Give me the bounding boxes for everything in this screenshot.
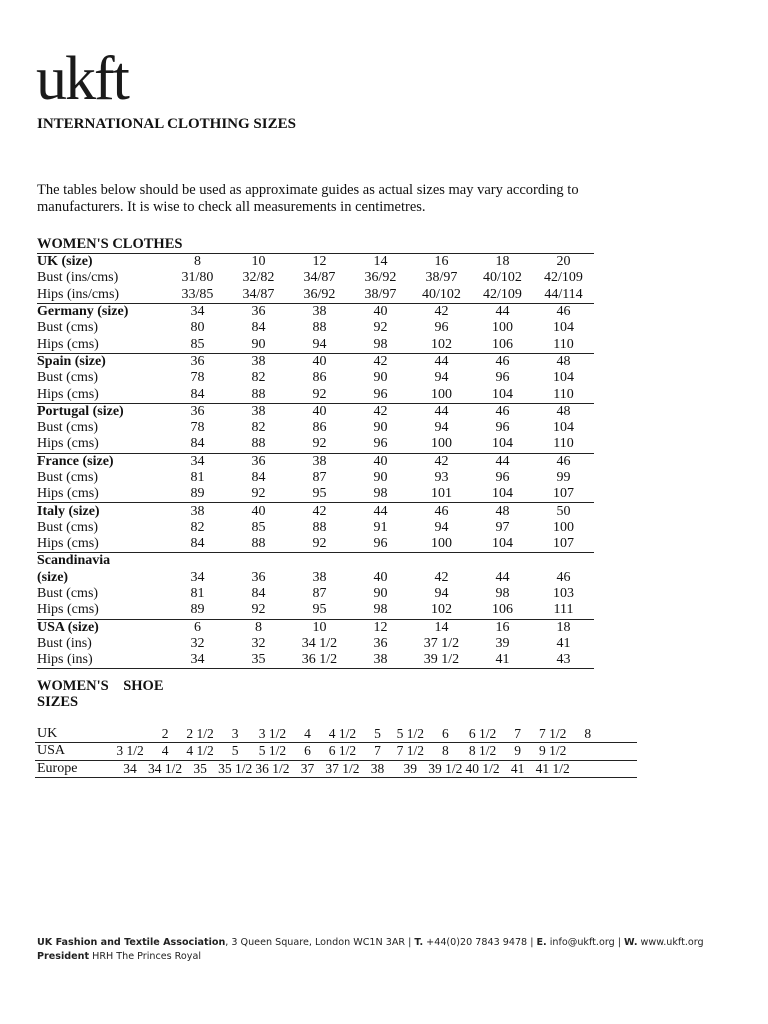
size-cell: 44/114 [544, 286, 583, 302]
size-cell: 38/97 [364, 286, 397, 302]
size-cell: 38 [228, 353, 289, 370]
size-cell: 84 [190, 436, 205, 452]
shoe-cell [114, 726, 147, 743]
shoe-cell: 34 [114, 760, 147, 777]
size-cell: 41 [556, 635, 571, 651]
size-cell: 86 [312, 420, 327, 436]
size-cell: 92 [373, 320, 388, 336]
size-cell: 46 [556, 569, 571, 585]
shoe-cell: 40 1/2 [465, 760, 500, 776]
size-cell: 18 [472, 254, 533, 271]
size-cell: 100 [492, 320, 513, 336]
size-cell [533, 553, 594, 570]
size-cell: 89 [190, 602, 205, 618]
size-cell: 110 [553, 336, 574, 352]
shoe-cell: 6 [291, 743, 324, 760]
size-cell: 16 [472, 619, 533, 636]
size-row [37, 320, 594, 336]
size-cell: 84 [190, 386, 205, 402]
size-cell: 46 [411, 503, 472, 520]
row-label: Bust (cms) [37, 586, 99, 602]
size-cell: 90 [373, 586, 388, 602]
size-cell: 44 [350, 503, 411, 520]
size-cell: 103 [553, 586, 574, 602]
row-label: Spain (size) [37, 353, 167, 370]
size-row [37, 270, 594, 286]
size-cell: 110 [553, 386, 574, 402]
size-cell: 38/97 [425, 270, 458, 286]
size-row [37, 336, 594, 353]
size-cell: 40 [289, 403, 350, 420]
size-row [37, 586, 594, 602]
size-cell: 92 [251, 602, 266, 618]
row-label: Portugal (size) [37, 403, 167, 420]
row-label: Hips (cms) [37, 436, 99, 452]
size-cell: 107 [553, 536, 574, 552]
footer-t-label: T. [414, 937, 424, 948]
size-cell: 86 [312, 370, 327, 386]
size-cell: 44 [472, 303, 533, 320]
size-cell: 34 [167, 652, 228, 669]
size-cell: 6 [167, 619, 228, 636]
shoe-cell [571, 760, 604, 777]
row-label: Hips (cms) [37, 602, 99, 618]
row-label: Hips (cms) [37, 336, 99, 352]
size-cell: 36/92 [303, 286, 336, 302]
size-cell: 96 [495, 470, 510, 485]
shoe-cell [571, 743, 604, 760]
size-cell: 111 [553, 602, 574, 618]
size-cell: 78 [190, 420, 205, 436]
size-cell: 36 [228, 303, 289, 320]
footer-contact-line [37, 936, 704, 950]
shoe-cell: 8 [571, 726, 604, 743]
size-cell: 90 [373, 420, 388, 436]
womens-shoe-table [35, 726, 637, 778]
size-row [37, 602, 594, 619]
size-cell: 96 [495, 370, 510, 386]
shoe-row [35, 743, 637, 760]
size-cell: 98 [373, 602, 388, 618]
row-label: Bust (cms) [37, 320, 99, 336]
size-cell: 84 [251, 470, 266, 485]
size-cell: 90 [373, 470, 388, 485]
size-cell [289, 553, 350, 570]
size-cell: 41 [472, 652, 533, 669]
row-label: Bust (cms) [37, 519, 99, 535]
size-cell: 43 [533, 652, 594, 669]
shoe-cell: 8 1/2 [464, 743, 501, 760]
size-cell: 89 [190, 486, 205, 502]
size-cell: 18 [533, 619, 594, 636]
size-cell: 94 [434, 519, 449, 535]
size-cell: 38 [350, 652, 411, 669]
size-cell: 90 [251, 336, 266, 352]
shoe-cell: 7 [361, 743, 394, 760]
size-cell: 104 [492, 386, 513, 402]
size-cell: 101 [431, 486, 452, 502]
size-row [37, 636, 594, 652]
shoe-cell: 8 [427, 743, 464, 760]
shoe-cell: 37 1/2 [325, 760, 360, 776]
size-cell: 94 [434, 586, 449, 602]
size-cell: 14 [411, 619, 472, 636]
size-cell: 10 [289, 619, 350, 636]
footer-address: , 3 Queen Square, London WC1N 3AR | [225, 937, 415, 948]
footer [37, 936, 704, 964]
size-cell: 95 [312, 602, 327, 618]
size-cell: 84 [251, 320, 266, 336]
size-cell: 38 [228, 403, 289, 420]
size-cell: 42 [411, 303, 472, 320]
size-cell: 16 [411, 254, 472, 271]
size-row [37, 486, 594, 503]
size-row [37, 370, 594, 386]
size-cell: 94 [434, 420, 449, 436]
size-cell: 88 [312, 320, 327, 336]
size-cell: 94 [434, 370, 449, 386]
size-row [37, 386, 594, 403]
shoe-cell: 4 [291, 726, 324, 743]
size-cell: 32 [190, 635, 205, 651]
shoe-cell: 3 [216, 726, 253, 743]
size-cell: 40/102 [422, 286, 461, 302]
size-cell: 46 [533, 303, 594, 320]
size-cell: 100 [431, 436, 452, 452]
size-row [37, 470, 594, 486]
womens-shoe-heading [37, 678, 164, 710]
size-cell: 20 [533, 254, 594, 271]
size-row [37, 652, 594, 669]
size-cell: 100 [431, 386, 452, 402]
size-cell: 38 [312, 569, 327, 585]
size-row [37, 520, 594, 536]
size-cell: 36 1/2 [289, 652, 350, 669]
size-cell: 82 [251, 420, 266, 436]
size-cell: 100 [431, 536, 452, 552]
size-cell: 42/109 [483, 286, 522, 302]
shoe-cell [604, 760, 637, 777]
row-label: Hips (cms) [37, 536, 99, 552]
size-row [37, 403, 594, 420]
size-cell: 84 [251, 586, 266, 602]
size-cell: 40 [373, 569, 388, 585]
size-cell: 12 [350, 619, 411, 636]
row-label: Bust (ins) [37, 635, 92, 651]
size-cell: 96 [373, 386, 388, 402]
size-row [37, 503, 594, 520]
size-cell: 97 [495, 519, 510, 535]
shoe-cell: 7 1/2 [394, 743, 427, 760]
size-cell: 32 [251, 635, 266, 651]
size-cell: 98 [495, 586, 510, 602]
size-cell: 96 [373, 536, 388, 552]
size-cell: 84 [190, 536, 205, 552]
size-cell: 87 [312, 470, 327, 485]
size-cell: 106 [492, 602, 513, 618]
size-cell: 44 [411, 353, 472, 370]
size-cell: 40 [228, 503, 289, 520]
shoe-cell: 35 [184, 760, 217, 777]
size-row [37, 570, 594, 586]
shoe-cell: 41 1/2 [535, 760, 570, 776]
row-label: Germany (size) [37, 303, 167, 320]
size-cell: 88 [312, 519, 327, 535]
shoe-cell: 39 [394, 760, 427, 777]
size-cell: 98 [373, 336, 388, 352]
shoe-cell: 35 1/2 [218, 760, 253, 776]
shoe-cell: 9 [501, 743, 534, 760]
size-row [37, 303, 594, 320]
womens-clothes-heading: WOMEN'S CLOTHES [37, 236, 183, 252]
shoe-row-label: USA [35, 743, 114, 760]
size-cell: 36 [251, 569, 266, 585]
size-cell [228, 553, 289, 570]
footer-email: info@ukft.org | [546, 937, 625, 948]
size-cell: 42 [350, 403, 411, 420]
row-label: UK (size) [37, 254, 167, 271]
footer-w-label: W. [624, 937, 638, 948]
size-cell: 96 [495, 420, 510, 436]
shoe-heading-line2: SIZES [37, 694, 79, 710]
shoe-cell: 37 [291, 760, 324, 777]
size-cell: 104 [553, 420, 574, 436]
size-cell: 34/87 [242, 286, 275, 302]
size-cell: 81 [190, 586, 205, 602]
size-cell: 102 [431, 336, 452, 352]
size-row [37, 436, 594, 453]
intro-paragraph: The tables below should be used as approximate guides as actual sizes may vary according to manufacturers. It is wise to check all measurements in centimetres. [37, 182, 579, 215]
shoe-row [35, 726, 637, 743]
size-row [37, 353, 594, 370]
size-cell: 104 [553, 370, 574, 386]
footer-web: www.ukft.org [637, 937, 704, 948]
size-cell: 82 [251, 370, 266, 386]
size-cell: 102 [431, 602, 452, 618]
row-label: Hips (cms) [37, 486, 99, 502]
size-cell: 44 [472, 453, 533, 470]
row-label: Italy (size) [37, 503, 167, 520]
size-cell: 40 [289, 353, 350, 370]
size-cell: 92 [312, 386, 327, 402]
shoe-cell: 3 1/2 [114, 743, 147, 760]
footer-phone: +44(0)20 7843 9478 | [423, 937, 537, 948]
size-cell: 95 [312, 486, 327, 502]
size-cell [411, 553, 472, 570]
row-label: Bust (ins/cms) [37, 270, 119, 286]
shoe-cell: 2 [146, 726, 183, 743]
shoe-cell: 3 1/2 [254, 726, 291, 743]
size-cell: 46 [472, 353, 533, 370]
size-cell: 34 1/2 [301, 635, 338, 651]
size-cell: 32/82 [242, 270, 275, 286]
size-cell: 42 [411, 453, 472, 470]
size-cell: 81 [190, 470, 205, 485]
size-cell: 98 [373, 486, 388, 502]
size-cell: 33/85 [181, 286, 214, 302]
size-cell: 36 [228, 453, 289, 470]
size-cell: 38 [289, 303, 350, 320]
size-cell: 39 [495, 635, 510, 651]
size-cell: 8 [228, 619, 289, 636]
size-cell: 34/87 [303, 270, 336, 286]
size-cell: 31/80 [181, 270, 214, 286]
size-cell: 104 [492, 536, 513, 552]
size-cell: 44 [495, 569, 510, 585]
row-label: Hips (ins) [37, 652, 167, 669]
shoe-row-label: UK [35, 726, 114, 743]
shoe-cell [604, 743, 637, 760]
size-cell: 10 [228, 254, 289, 271]
size-cell: 34 [167, 453, 228, 470]
footer-president-line [37, 950, 704, 964]
shoe-cell: 7 1/2 [534, 726, 571, 743]
shoe-cell [604, 726, 637, 743]
shoe-cell: 2 1/2 [184, 726, 217, 743]
shoe-cell: 6 [427, 726, 464, 743]
size-cell: 90 [373, 370, 388, 386]
footer-org: UK Fashion and Textile Association [37, 937, 226, 948]
womens-clothes-table [37, 253, 594, 669]
size-cell: 93 [434, 470, 449, 485]
row-label: Bust (cms) [37, 420, 99, 436]
size-cell: 36 [167, 353, 228, 370]
size-cell: 82 [190, 519, 205, 535]
size-cell: 40 [350, 303, 411, 320]
size-cell: 12 [289, 254, 350, 271]
size-cell: 91 [373, 519, 388, 535]
size-cell: 38 [289, 453, 350, 470]
row-label: Hips (cms) [37, 386, 99, 402]
shoe-cell: 5 1/2 [394, 726, 427, 743]
shoe-cell: 7 [501, 726, 534, 743]
size-cell: 110 [553, 436, 574, 452]
size-row [37, 287, 594, 304]
size-cell: 85 [190, 336, 205, 352]
shoe-cell: 5 [361, 726, 394, 743]
shoe-cell: 6 1/2 [324, 743, 361, 760]
footer-president-label: President [37, 951, 90, 962]
shoe-cell: 4 [146, 743, 183, 760]
size-cell: 42 [434, 569, 449, 585]
footer-e-label: E. [536, 937, 547, 948]
size-cell: 96 [373, 436, 388, 452]
size-cell: 8 [167, 254, 228, 271]
shoe-cell: 41 [501, 760, 534, 777]
size-cell: 88 [251, 386, 266, 402]
shoe-heading-line1: WOMEN'S SHOE [37, 678, 164, 694]
size-cell: 99 [556, 470, 571, 485]
size-row [37, 254, 594, 271]
size-row [37, 536, 594, 553]
size-cell: 85 [251, 519, 266, 535]
size-cell: 37 1/2 [423, 635, 460, 651]
size-cell: 34 [190, 569, 205, 585]
shoe-row [35, 760, 637, 777]
size-cell: 14 [350, 254, 411, 271]
size-cell: 100 [553, 519, 574, 535]
shoe-cell: 5 1/2 [254, 743, 291, 760]
size-cell [472, 553, 533, 570]
row-label: (size) [37, 569, 69, 585]
size-cell: 88 [251, 436, 266, 452]
size-cell: 94 [312, 336, 327, 352]
shoe-cell: 36 1/2 [255, 760, 290, 776]
shoe-row-label: Europe [35, 760, 114, 777]
shoe-cell: 4 1/2 [184, 743, 217, 760]
size-cell: 107 [553, 486, 574, 502]
size-cell: 88 [251, 536, 266, 552]
size-cell: 104 [492, 436, 513, 452]
size-cell: 96 [434, 320, 449, 336]
size-cell: 48 [533, 403, 594, 420]
size-cell: 38 [167, 503, 228, 520]
size-cell: 46 [472, 403, 533, 420]
size-cell: 80 [190, 320, 205, 336]
size-cell: 40 [350, 453, 411, 470]
size-cell: 46 [533, 453, 594, 470]
row-label: Hips (ins/cms) [37, 286, 120, 302]
size-cell: 87 [312, 586, 327, 602]
shoe-cell: 5 [216, 743, 253, 760]
size-row [37, 453, 594, 470]
size-cell: 78 [190, 370, 205, 386]
page-title: INTERNATIONAL CLOTHING SIZES [37, 116, 296, 132]
size-cell: 39 1/2 [411, 652, 472, 669]
size-cell: 48 [472, 503, 533, 520]
size-row [37, 420, 594, 436]
shoe-cell: 6 1/2 [464, 726, 501, 743]
size-cell: 42/109 [544, 270, 583, 286]
size-row [37, 619, 594, 636]
size-cell: 48 [533, 353, 594, 370]
size-cell: 104 [492, 486, 513, 502]
size-cell: 92 [251, 486, 266, 502]
shoe-cell: 34 1/2 [148, 760, 183, 776]
size-row [37, 553, 594, 570]
size-cell: 36 [373, 635, 388, 651]
size-cell: 36/92 [364, 270, 397, 286]
size-cell: 106 [492, 336, 513, 352]
size-cell: 92 [312, 536, 327, 552]
row-label: Scandinavia [37, 553, 167, 570]
row-label: Bust (cms) [37, 370, 99, 386]
shoe-cell: 9 1/2 [534, 743, 571, 760]
size-cell [167, 553, 228, 570]
row-label: France (size) [37, 453, 167, 470]
shoe-cell: 38 [361, 760, 394, 777]
size-cell: 34 [167, 303, 228, 320]
row-label: USA (size) [37, 619, 167, 636]
footer-president: HRH The Princes Royal [89, 951, 202, 962]
size-cell: 35 [228, 652, 289, 669]
shoe-cell: 4 1/2 [324, 726, 361, 743]
size-cell: 42 [289, 503, 350, 520]
size-cell: 44 [411, 403, 472, 420]
size-cell: 42 [350, 353, 411, 370]
ukft-logo: ukft [36, 45, 128, 113]
size-cell [350, 553, 411, 570]
size-cell: 92 [312, 436, 327, 452]
size-cell: 36 [167, 403, 228, 420]
size-cell: 50 [533, 503, 594, 520]
row-label: Bust (cms) [37, 470, 99, 485]
shoe-cell: 39 1/2 [428, 760, 463, 776]
size-cell: 40/102 [483, 270, 522, 286]
size-cell: 104 [553, 320, 574, 336]
